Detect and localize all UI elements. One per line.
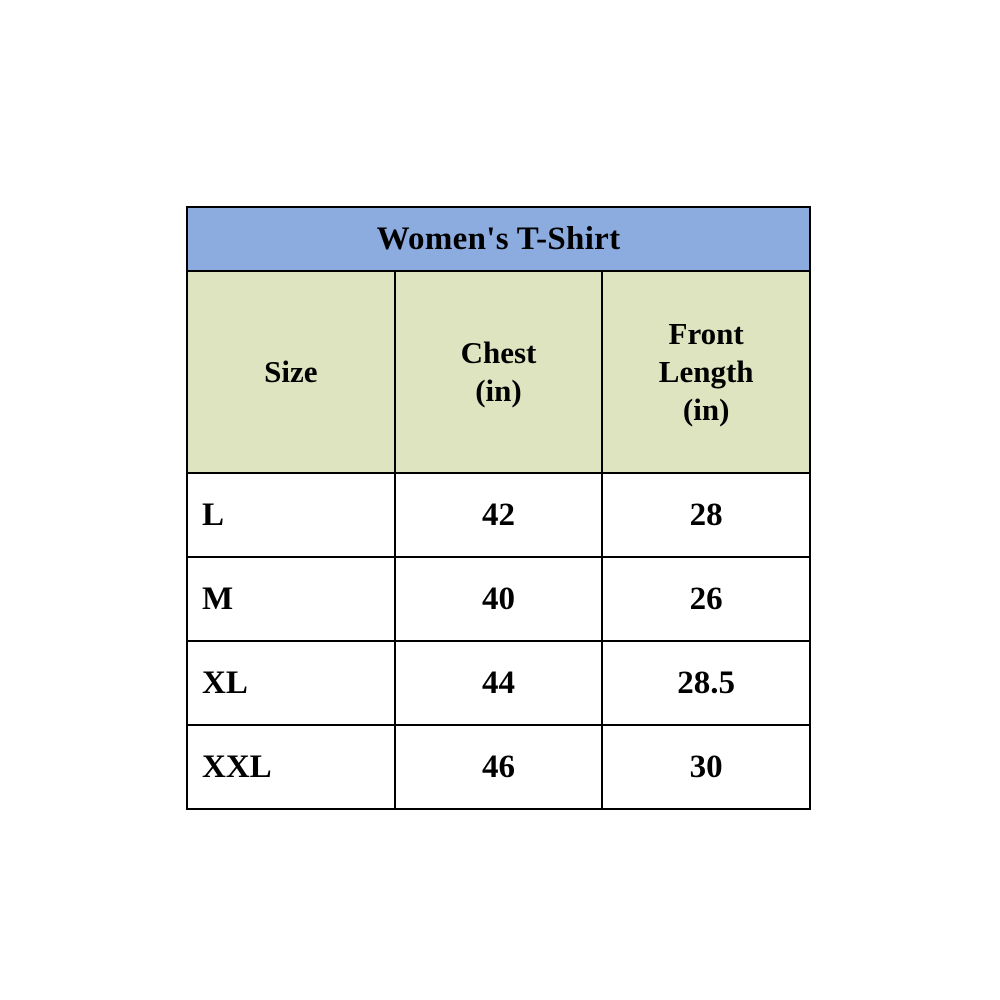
column-header-front-length-line-3: (in) [682,391,730,427]
table-title: Women's T-Shirt [187,207,810,271]
column-header-front-length-line-1: Front [668,316,744,352]
cell-front-length: 28.5 [602,641,810,725]
table-title-row [187,207,810,271]
cell-front-length: 28 [602,473,810,557]
column-header-size-line-1: Size [264,354,318,390]
table-row [187,473,810,557]
cell-size: XXL [187,725,395,809]
column-header-chest-line-1: Chest [460,335,537,371]
cell-front-length: 26 [602,557,810,641]
cell-chest: 44 [395,641,603,725]
table-header-row [187,271,810,473]
column-header-chest-line-2: (in) [475,373,522,408]
column-header-front-length-line-2: Length [658,354,754,390]
cell-size: XL [187,641,395,725]
column-header-front-length [602,271,810,473]
table-row [187,641,810,725]
cell-front-length: 30 [602,725,810,809]
cell-chest: 46 [395,725,603,809]
column-header-size [187,271,395,473]
cell-size: L [187,473,395,557]
column-header-chest [395,271,603,473]
cell-size: M [187,557,395,641]
table-row [187,725,810,809]
table-row [187,557,810,641]
cell-chest: 42 [395,473,603,557]
cell-chest: 40 [395,557,603,641]
size-chart-table [186,206,811,810]
